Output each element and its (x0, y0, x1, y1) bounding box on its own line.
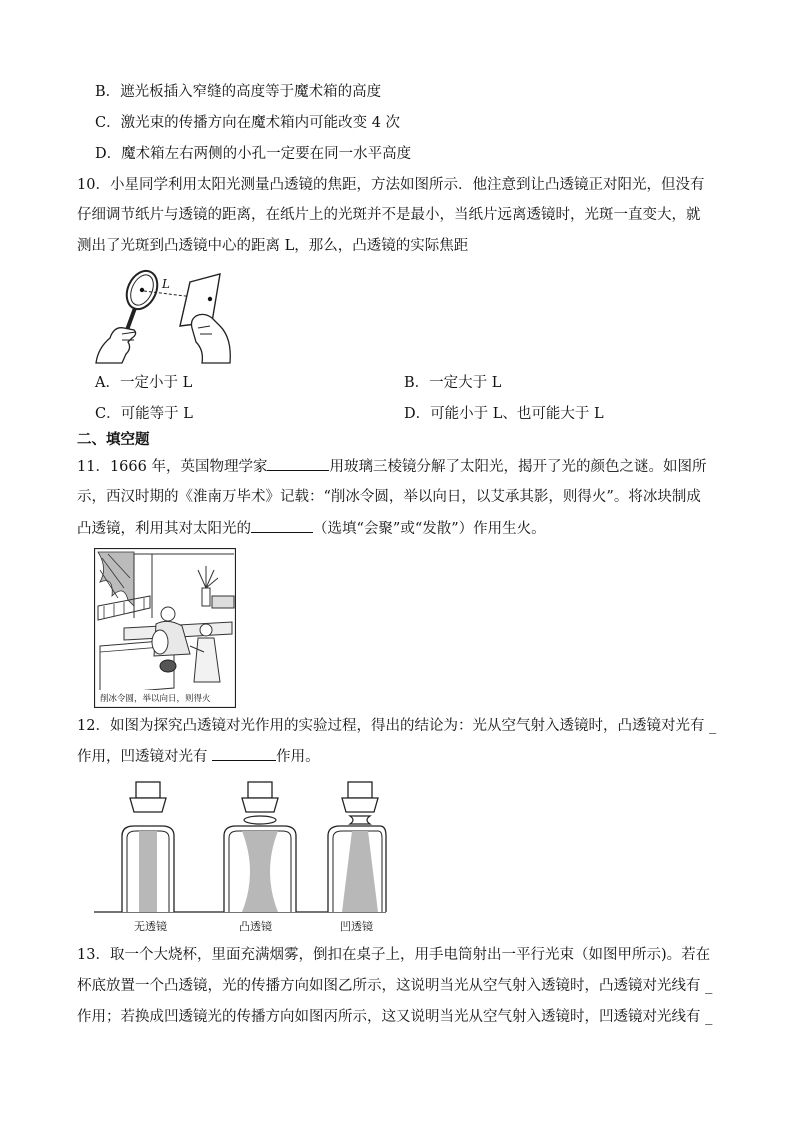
q13-stem-line2: 杯底放置一个凸透镜，光的传播方向如图乙所示，这说明当光从空气射入透镜时，凸透镜对光线有 _ (77, 978, 713, 994)
q10-option-d: D．可能小于 L、也可能大于 L (404, 406, 604, 422)
flashlight-icon (136, 782, 160, 798)
answer-blank (251, 518, 313, 533)
concave-lens-icon (350, 816, 370, 824)
q9-option-d: D．魔术箱左右两侧的小孔一定要在同一水平高度 (95, 146, 412, 162)
flashlight-icon (248, 782, 272, 798)
q10-stem-line3: 测出了光斑到凸透镜中心的距离 L，那么，凸透镜的实际焦距 (77, 238, 469, 254)
lens-experiment-figure (94, 778, 390, 934)
answer-blank (212, 746, 276, 761)
q11-stem-line3 (77, 518, 546, 539)
q11-text-b: 用玻璃三棱镜分解了太阳光，揭开了光的颜色之谜。如图所 (329, 459, 707, 475)
q10-option-a: A．一定小于 L (95, 375, 193, 391)
q10-option-b: B．一定大于 L (404, 375, 502, 391)
label-no-lens: 无透镜 (134, 920, 167, 933)
concave-lens-panel (328, 782, 386, 912)
q10-stem-line1: 10．小星同学利用太阳光测量凸透镜的焦距，方法如图所示．他注意到让凸透镜正对阳光，但没有 (77, 177, 705, 193)
label-concave-lens: 凹透镜 (340, 920, 373, 933)
ancient-illustration (94, 548, 236, 708)
no-lens-panel (122, 782, 174, 912)
q12-text-b: 作用。 (276, 749, 320, 765)
q12-text-a: 作用，凹透镜对光有 (77, 749, 213, 765)
q11-text-d: （选填“会聚”或“发散”）作用生火。 (313, 521, 546, 537)
distance-label: L (162, 277, 170, 291)
q13-stem-line1: 13．取一个大烧杯，里面充满烟雾，倒扣在桌子上，用手电筒射出一平行光束（如图甲所示)。若在 (77, 947, 711, 963)
q11-stem-line1 (77, 456, 706, 477)
right-hand-icon (192, 314, 231, 363)
q10-lens-figure (92, 268, 252, 368)
q9-option-c: C．激光束的传播方向在魔术箱内可能改变 4 次 (95, 115, 401, 131)
q11-text-a: 11．1666 年，英国物理学家 (77, 459, 268, 475)
q13-stem-line3: 作用；若换成凹透镜光的传播方向如图丙所示，这又说明当光从空气射入透镜时，凹透镜对光线有 _ (77, 1009, 713, 1025)
q12-stem-line2 (77, 746, 320, 767)
section-heading: 二、填空题 (77, 431, 150, 448)
answer-blank (267, 456, 329, 471)
label-convex-lens: 凸透镜 (239, 920, 272, 933)
illustration-caption: 削冰令圆，举以向日，则得火 (100, 694, 211, 704)
convex-lens-panel (224, 782, 296, 912)
q12-stem-line1: 12．如图为探究凸透镜对光作用的实验过程，得出的结论为：光从空气射入透镜时，凸透镜对光有 _ (77, 718, 717, 734)
q11-text-c: 凸透镜，利用其对太阳光的 (77, 521, 251, 537)
q10-stem-line2: 仔细调节纸片与透镜的距离，在纸片上的光斑并不是最小，当纸片远离透镜时，光斑一直变大，就 (77, 207, 701, 223)
q11-stem-line2: 示，西汉时期的《淮南万毕术》记载：“削冰令圆，举以向日，以艾承其影，则得火”。将冰块制成 (77, 489, 701, 505)
convex-lens-icon (244, 816, 276, 824)
q10-option-c: C．可能等于 L (95, 406, 193, 422)
flashlight-icon (348, 782, 372, 798)
q9-option-b: B．遮光板插入窄缝的高度等于魔术箱的高度 (95, 84, 382, 100)
